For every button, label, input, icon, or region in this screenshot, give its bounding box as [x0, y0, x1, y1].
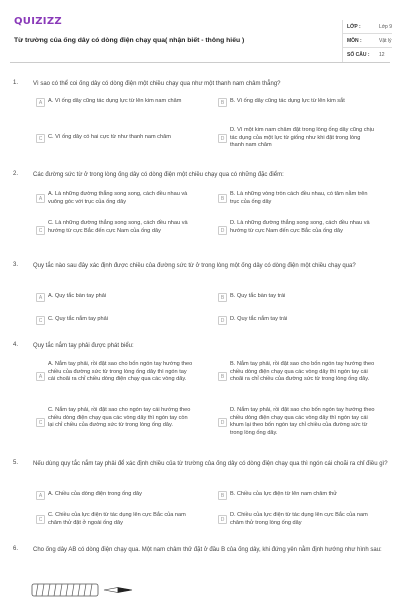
- option-letter-badge: D: [218, 226, 227, 235]
- option-text: B. Vì ống dây cũng tác dụng lực từ lên kim sắt: [230, 98, 345, 104]
- option-text: D. Là những đường thẳng song song, cách đều nhau và hướng từ cực Nam đến cực Bắc của ống dây: [230, 220, 370, 234]
- option-letter-badge: C: [36, 226, 45, 235]
- quizizz-logo: QUIZIZZ: [14, 16, 62, 27]
- option-letter-badge: C: [36, 515, 45, 524]
- compass-needle-icon: [104, 588, 132, 593]
- option-text: B. Quy tắc bàn tay trái: [230, 293, 286, 299]
- option-letter-badge: B: [218, 491, 227, 500]
- meta-value: Lớp 9: [379, 24, 393, 30]
- option-text: B. Nắm tay phải, rồi đặt sao cho bốn ngón tay hướng theo chiều dòng điện chạy qua các vòng dây thì ngón tay cái choãi ra chỉ chiều của đường sức từ trong lòng ống dây.: [230, 361, 375, 382]
- option-text: A. Chiều của dòng điện trong ống dây: [48, 491, 142, 497]
- question-text: Nếu dùng quy tắc nắm tay phải để xác định chiều của từ trường của ống dây có dòng điện chạy qua thì ngón cái choãi ra chỉ điều gì?: [33, 461, 388, 467]
- option-text: C. Chiều của lực điện từ tác dụng lên cực Bắc của nam châm thử đặt ở ngoài ống dây: [48, 512, 186, 526]
- question-number: 4.: [13, 342, 19, 348]
- meta-value: 12: [379, 52, 385, 58]
- meta-row-class: [343, 20, 392, 34]
- option-text: B. Là những vòng tròn cách đều nhau, có tâm nằm trên trục của ống dây: [230, 191, 368, 205]
- option-letter-badge: B: [218, 372, 227, 381]
- option-text: C. Nắm tay phải, rồi đặt sao cho ngón tay cái hướng theo chiều dòng điện chạy qua các vòng dây thì ngón tay còn lại chỉ chiều của đường sức từ trong lòng ống dây.: [48, 407, 191, 428]
- meta-row-subject: [343, 34, 392, 48]
- option-letter-badge: C: [36, 134, 45, 143]
- meta-label: SỐ CÂU :: [347, 52, 370, 58]
- question-number: 3.: [13, 262, 19, 268]
- solenoid-coil: [32, 584, 98, 596]
- meta-value: Vật lý: [379, 38, 392, 44]
- option-text: D. Chiều của lực điện từ tác dụng lên cực Bắc của nam châm thử trong lòng ống dây: [230, 512, 368, 526]
- option-letter-badge: A: [36, 372, 45, 381]
- question-text: Các đường sức từ ở trong lòng ống dây có dòng điện một chiều chạy qua có những đặc điểm:: [33, 172, 284, 178]
- meta-table: [342, 20, 392, 62]
- option-letter-badge: A: [36, 98, 45, 107]
- meta-label: LỚP :: [347, 24, 361, 30]
- option-text: C. Quy tắc nắm tay phải: [48, 316, 109, 322]
- option-text: B. Chiều của lực điện từ lên nam châm thử: [230, 491, 337, 497]
- option-letter-badge: D: [218, 134, 227, 143]
- option-letter-badge: D: [218, 418, 227, 427]
- option-text: C. Là những đường thẳng song song, cách đều nhau và hướng từ cực Bắc đến cực Nam của ống dây: [48, 220, 188, 234]
- meta-label: MÔN :: [347, 38, 362, 44]
- header-divider: [10, 62, 390, 63]
- option-letter-badge: B: [218, 293, 227, 302]
- question-number: 1.: [13, 80, 19, 86]
- option-text: A. Là những đường thẳng song song, cách đều nhau và vuông góc với trục của ống dây: [48, 191, 188, 205]
- option-letter-badge: B: [218, 194, 227, 203]
- worksheet-header: [10, 10, 393, 60]
- question-text: Cho ống dây AB có dòng điện chạy qua. Một nam châm thử đặt ở đầu B của ống dây, khi đứng yên nằm định hướng như hình sau:: [33, 547, 382, 553]
- question-number: 6.: [13, 546, 19, 552]
- question-text: Vì sao có thể coi ống dây có dòng điện một chiều chạy qua như một thanh nam châm thẳng?: [33, 81, 281, 87]
- question-text: Quy tắc nào sau đây xác định được chiều của đường sức từ ở trong lòng một ống dây có dòng điện một chiều chạy qua?: [33, 263, 356, 269]
- worksheet-title: Từ trường của ống dây có dòng điện chạy qua( nhận biết - thông hiểu ): [14, 37, 245, 44]
- question-text: Quy tắc nắm tay phải được phát biểu:: [33, 343, 134, 349]
- option-text: A. Nắm tay phải, rồi đặt sao cho bốn ngón tay hướng theo chiều của đường sức từ trong lòng ống dây thì ngón tay cái choãi ra chỉ chiều dòng điện chạy qua các vòng dây.: [48, 361, 193, 382]
- option-text: A. Vì ống dây cũng tác dụng lực từ lên kim nam châm: [48, 98, 182, 104]
- option-letter-badge: A: [36, 491, 45, 500]
- option-text: D. Quy tắc nắm tay trái: [230, 316, 288, 322]
- option-text: A. Quy tắc bàn tay phải: [48, 293, 107, 299]
- question-number: 5.: [13, 460, 19, 466]
- option-letter-badge: D: [218, 515, 227, 524]
- question-number: 2.: [13, 171, 19, 177]
- meta-row-count: [343, 48, 392, 62]
- option-text: D. Vì một kim nam châm đặt trong lòng ống dây cũng chịu tác dụng của một lực từ giống như khi đặt trong lòng thanh nam châm: [230, 127, 374, 148]
- option-letter-badge: A: [36, 194, 45, 203]
- option-text: C. Vì ống dây có hai cực từ như thanh nam châm: [48, 134, 171, 140]
- option-letter-badge: D: [218, 316, 227, 325]
- solenoid-figure: [30, 582, 140, 598]
- option-letter-badge: B: [218, 98, 227, 107]
- option-letter-badge: C: [36, 316, 45, 325]
- option-text: D. Nắm tay phải, rồi đặt sao cho bốn ngón tay hướng theo chiều dòng điện chạy qua các vòng dây thì ngón tay cái khum lại theo bốn ngón tay chỉ chiều của đường sức từ trong lòng ống dây.: [230, 407, 375, 436]
- option-letter-badge: C: [36, 418, 45, 427]
- option-letter-badge: A: [36, 293, 45, 302]
